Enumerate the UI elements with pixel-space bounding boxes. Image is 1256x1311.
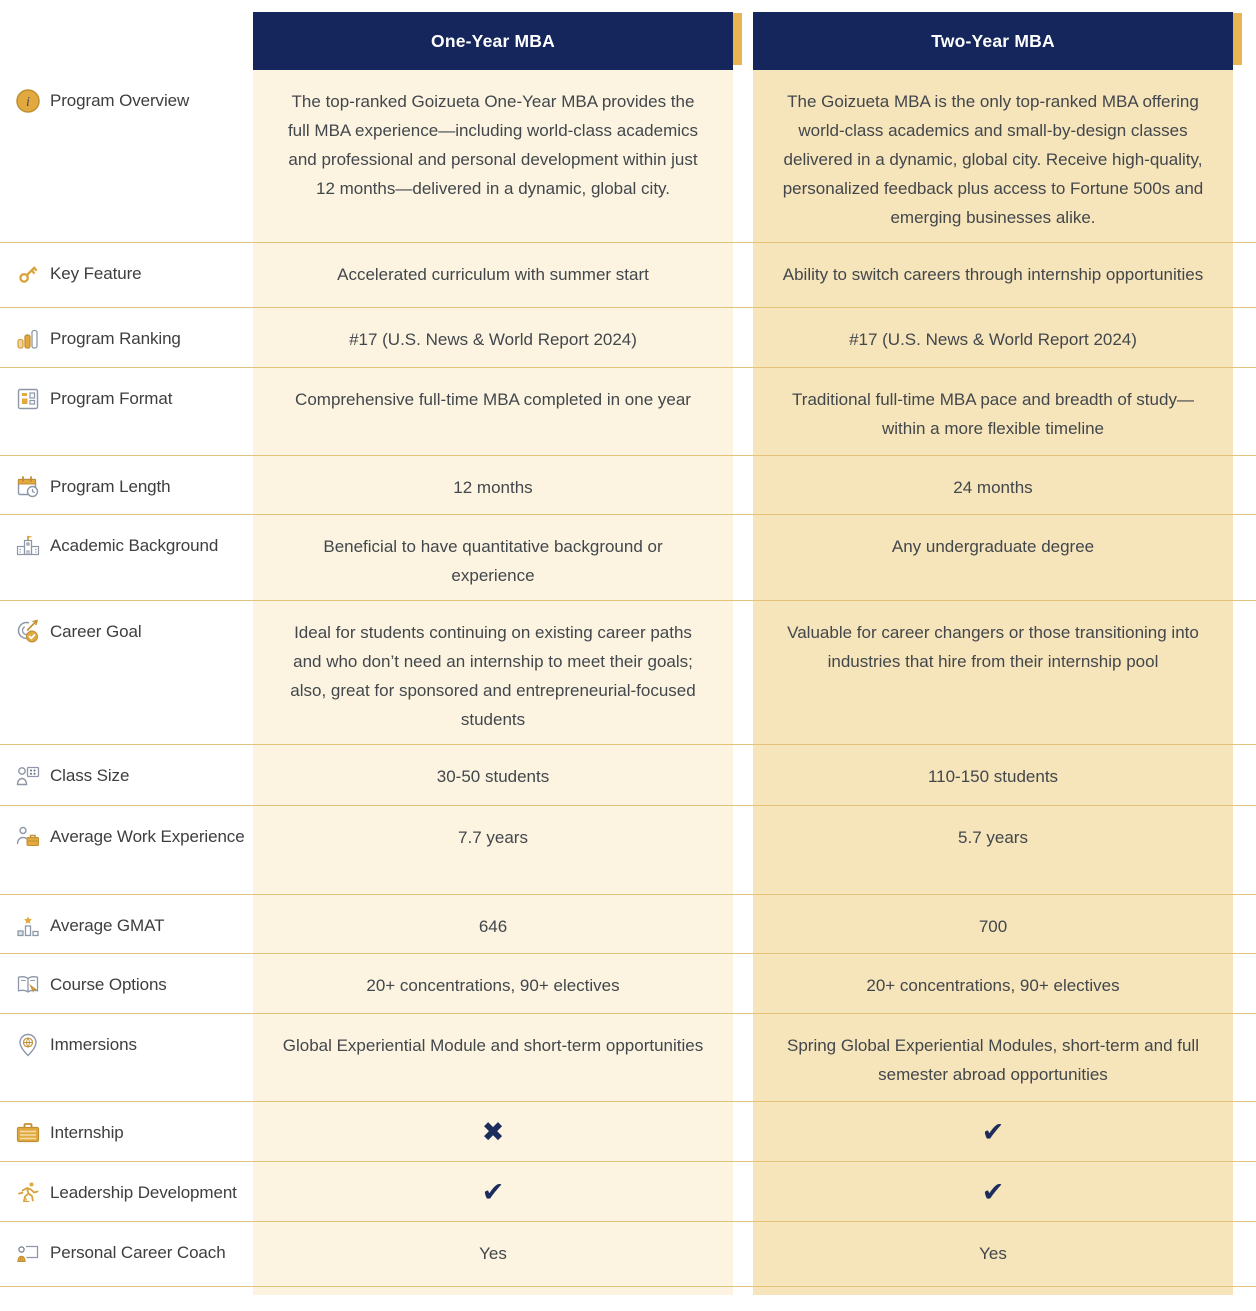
row-label-academic-background (0, 515, 253, 600)
row-label-average-work-experience (0, 806, 253, 894)
row-label-class-size (0, 745, 253, 805)
row-label: Program Ranking (50, 329, 181, 348)
row-label-program-ranking (0, 308, 253, 367)
table-row (0, 308, 1256, 368)
table-row (0, 806, 1256, 895)
briefcase-icon (15, 1120, 41, 1146)
cell-one-year: Ideal for students continuing on existing career paths and who don’t need an internship to meet their goals; also, great for sponsored and entrepreneurial-focused students (253, 601, 733, 744)
cell-one-year: Yes (253, 1222, 733, 1286)
row-label-leadership-development (0, 1162, 253, 1221)
row-label: Leadership Development (50, 1183, 237, 1202)
calendar-clock-icon (15, 474, 41, 500)
cell-two-year: Valuable for career changers or those transitioning into industries that hire from their internship pool (753, 601, 1233, 744)
table-row (0, 1222, 1256, 1287)
key-icon (15, 261, 41, 287)
row-label-career-goal (0, 601, 253, 744)
cell-one-year: 20+ concentrations, 90+ electives (253, 954, 733, 1013)
row-label: Academic Background (50, 536, 219, 555)
person-grid-icon (15, 763, 41, 789)
cell-two-year: #17 (U.S. News & World Report 2024) (753, 308, 1233, 367)
gold-accent-strip (733, 13, 742, 65)
row-label-key-feature (0, 243, 253, 307)
cell-one-year-check-mark: ✔ (253, 1162, 733, 1221)
globe-pin-icon (15, 1032, 41, 1058)
table-row (0, 954, 1256, 1014)
cell-one-year: Beneficial to have quantitative background or experience (253, 515, 733, 600)
cell-one-year: The top-ranked Goizueta One-Year MBA provides the full MBA experience—including world-class academics and professional and personal development within just 12 months—delivered in a dynamic, global city. (253, 70, 733, 242)
column-header-one-year (253, 12, 733, 70)
target-arrow-icon (15, 619, 41, 645)
cell-one-year: 7.7 years (253, 806, 733, 894)
open-book-icon (15, 972, 41, 998)
cell-two-year: 24 months (753, 456, 1233, 514)
table-row (0, 515, 1256, 601)
layout-grid-icon (15, 386, 41, 412)
cell-one-year: Global Experiential Module and short-term opportunities (253, 1014, 733, 1101)
row-label: Class Size (50, 766, 130, 785)
cell-two-year: Spring Global Experiential Modules, short-term and full semester abroad opportunities (753, 1014, 1233, 1101)
row-label-program-length (0, 456, 253, 514)
table-row (0, 456, 1256, 515)
cell-one-year: 30-50 students (253, 745, 733, 805)
row-label: Average GMAT (50, 916, 165, 935)
column-header-one-year-label: One-Year MBA (431, 30, 555, 51)
row-label: Program Overview (50, 91, 190, 110)
bar-chart-icon (15, 326, 41, 352)
row-label: Immersions (50, 1035, 137, 1054)
column-header-two-year (753, 12, 1233, 70)
table-row (0, 601, 1256, 745)
row-label-average-gmat (0, 895, 253, 953)
row-label: Personal Career Coach (50, 1243, 226, 1262)
row-label-immersions (0, 1014, 253, 1101)
info-icon (15, 88, 41, 114)
cell-two-year: The Goizueta MBA is the only top-ranked MBA offering world-class academics and small-by-design classes delivered in a dynamic, global city. Receive high-quality, personalized feedback plus access to Fortune 500s and emerging businesses alike. (753, 70, 1233, 242)
row-label-program-format (0, 368, 253, 455)
gold-accent-strip (1233, 13, 1242, 65)
cell-two-year: Ability to switch careers through internship opportunities (753, 243, 1233, 307)
cell-one-year: Accelerated curriculum with summer start (253, 243, 733, 307)
row-label-personal-career-coach (0, 1222, 253, 1286)
cell-one-year: 646 (253, 895, 733, 953)
table-row (0, 70, 1256, 243)
row-label-internship (0, 1102, 253, 1161)
cell-one-year: #17 (U.S. News & World Report 2024) (253, 308, 733, 367)
table-row-partial (0, 1287, 1256, 1295)
row-label-program-overview (0, 70, 253, 242)
table-row (0, 895, 1256, 954)
cell-one-year: Comprehensive full-time MBA completed in one year (253, 368, 733, 455)
cell-two-year: Yes (753, 1222, 1233, 1286)
cell-two-year: 700 (753, 895, 1233, 953)
table-row (0, 745, 1256, 806)
cell-one-year: 12 months (253, 456, 733, 514)
star-chart-icon (15, 913, 41, 939)
cell-two-year: 20+ concentrations, 90+ electives (753, 954, 1233, 1013)
svg-text:i: i (26, 95, 30, 110)
cell-two-year: Traditional full-time MBA pace and breadth of study—within a more flexible timeline (753, 368, 1233, 455)
cell-one-year-x-mark: ✖ (253, 1102, 733, 1161)
row-label: Average Work Experience (50, 827, 245, 846)
cell-two-year: 110-150 students (753, 745, 1233, 805)
cell-two-year: Any undergraduate degree (753, 515, 1233, 600)
mba-comparison-table (0, 12, 1256, 1263)
column-header-two-year-label: Two-Year MBA (931, 30, 1055, 51)
row-label: Career Goal (50, 622, 142, 641)
cell-two-year-check-mark: ✔ (753, 1162, 1233, 1221)
runner-icon (15, 1180, 41, 1206)
school-building-icon (15, 533, 41, 559)
table-header-row (0, 12, 1256, 70)
row-label: Internship (50, 1123, 124, 1142)
table-row (0, 368, 1256, 456)
row-label: Course Options (50, 975, 167, 994)
presenter-icon (15, 1240, 41, 1266)
table-row (0, 243, 1256, 308)
row-label: Program Format (50, 389, 173, 408)
table-row (0, 1162, 1256, 1222)
row-label: Program Length (50, 477, 171, 496)
row-label: Key Feature (50, 264, 142, 283)
row-label-course-options (0, 954, 253, 1013)
cell-two-year: 5.7 years (753, 806, 1233, 894)
table-row (0, 1014, 1256, 1102)
table-row (0, 1102, 1256, 1162)
person-briefcase-icon (15, 824, 41, 850)
cell-two-year-check-mark: ✔ (753, 1102, 1233, 1161)
